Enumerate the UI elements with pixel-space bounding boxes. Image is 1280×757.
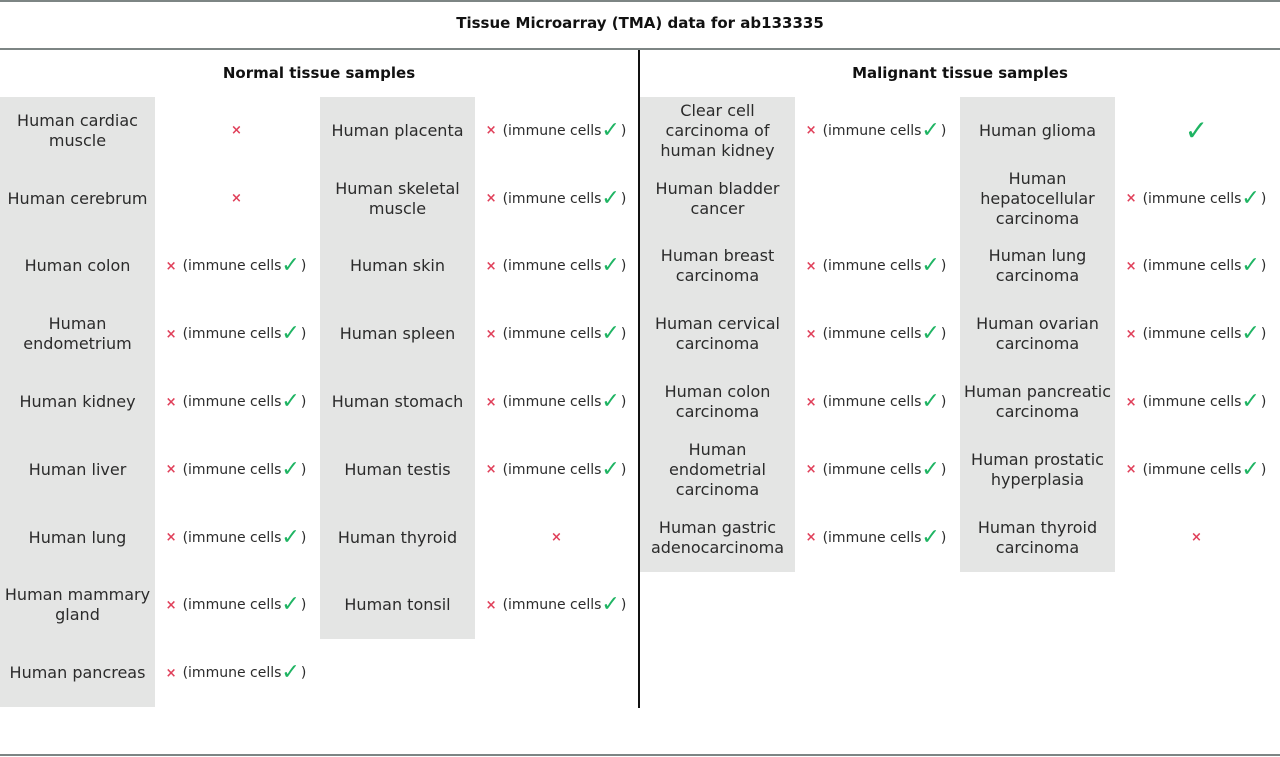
open-paren: (: [182, 258, 189, 275]
immune-cells-label: immune cells: [508, 461, 602, 478]
negative-x-icon: ×: [805, 258, 817, 274]
staining-result: [475, 572, 638, 640]
negative-x-icon: ×: [485, 394, 497, 410]
close-paren: ): [620, 461, 627, 478]
immune-cells-label: immune cells: [188, 665, 282, 682]
open-paren: (: [1142, 190, 1149, 207]
staining-result: [1115, 233, 1278, 301]
table-row: [640, 165, 958, 233]
open-paren: (: [182, 461, 189, 478]
negative-x-icon: ×: [485, 258, 497, 274]
top-rule: [0, 0, 1280, 2]
staining-result: [1115, 504, 1278, 572]
open-paren: (: [182, 597, 189, 614]
negative-x-icon: ×: [805, 394, 817, 410]
immune-cells-label: immune cells: [188, 529, 282, 546]
positive-check-icon: ✓: [601, 389, 620, 415]
close-paren: ): [940, 122, 947, 139]
close-paren: ): [940, 258, 947, 275]
negative-x-icon: ×: [485, 326, 497, 342]
open-paren: (: [502, 122, 509, 139]
negative-x-icon: ×: [805, 530, 817, 546]
malignant-col-1: [640, 97, 958, 572]
positive-check-icon: ✓: [1241, 456, 1260, 482]
close-paren: ): [620, 190, 627, 207]
positive-check-icon: ✓: [601, 321, 620, 347]
table-row: [0, 572, 318, 640]
immune-cells-label: immune cells: [508, 190, 602, 207]
staining-result: [155, 233, 318, 301]
positive-check-icon: ✓: [1184, 113, 1209, 147]
tissue-name: Human hepatocellular carcinoma: [960, 165, 1115, 233]
staining-result: [1115, 436, 1278, 504]
tissue-name: Human spleen: [320, 300, 475, 368]
immune-cells-label: immune cells: [508, 122, 602, 139]
staining-result: [795, 300, 958, 368]
close-paren: ): [940, 529, 947, 546]
tissue-name: Human endometrial carcinoma: [640, 436, 795, 504]
negative-x-icon: ×: [1125, 191, 1137, 207]
negative-x-icon: ×: [165, 326, 177, 342]
positive-check-icon: ✓: [601, 456, 620, 482]
tissue-name: Human lung carcinoma: [960, 233, 1115, 301]
staining-result: [475, 165, 638, 233]
immune-cells-label: immune cells: [828, 529, 922, 546]
positive-check-icon: ✓: [1241, 321, 1260, 347]
open-paren: (: [1142, 394, 1149, 411]
table-row: [960, 233, 1278, 301]
staining-result: [155, 300, 318, 368]
open-paren: (: [822, 461, 829, 478]
close-paren: ): [300, 665, 307, 682]
staining-result: [155, 436, 318, 504]
positive-check-icon: ✓: [281, 389, 300, 415]
table-row: [0, 639, 318, 707]
staining-result: [1115, 165, 1278, 233]
malignant-section-title: Malignant tissue samples: [852, 64, 1068, 82]
immune-cells-label: immune cells: [1148, 461, 1242, 478]
close-paren: ): [300, 258, 307, 275]
negative-x-icon: ×: [805, 462, 817, 478]
close-paren: ): [620, 394, 627, 411]
positive-check-icon: ✓: [921, 117, 940, 143]
open-paren: (: [182, 394, 189, 411]
negative-x-icon: ×: [1191, 530, 1202, 546]
table-row: [960, 436, 1278, 504]
close-paren: ): [300, 597, 307, 614]
close-paren: ): [1260, 461, 1267, 478]
positive-check-icon: ✓: [281, 253, 300, 279]
tissue-name: Human ovarian carcinoma: [960, 300, 1115, 368]
negative-x-icon: ×: [165, 258, 177, 274]
immune-cells-label: immune cells: [828, 394, 922, 411]
close-paren: ): [300, 461, 307, 478]
negative-x-icon: ×: [1125, 394, 1137, 410]
tissue-name: Human kidney: [0, 368, 155, 436]
tissue-name: Human stomach: [320, 368, 475, 436]
tissue-name: Human liver: [0, 436, 155, 504]
staining-result: [475, 300, 638, 368]
positive-check-icon: ✓: [921, 524, 940, 550]
immune-cells-label: immune cells: [828, 326, 922, 343]
tissue-name: Human colon: [0, 233, 155, 301]
negative-x-icon: ×: [165, 530, 177, 546]
staining-result: [155, 165, 318, 233]
normal-section-title: Normal tissue samples: [222, 64, 416, 82]
positive-check-icon: ✓: [1241, 389, 1260, 415]
table-row: [320, 97, 638, 165]
open-paren: (: [182, 665, 189, 682]
staining-result: [155, 572, 318, 640]
immune-cells-label: immune cells: [188, 461, 282, 478]
staining-result: [475, 233, 638, 301]
tissue-name: Human colon carcinoma: [640, 368, 795, 436]
table-row: [0, 97, 318, 165]
immune-cells-label: immune cells: [508, 394, 602, 411]
tissue-name: Human testis: [320, 436, 475, 504]
open-paren: (: [822, 326, 829, 343]
positive-check-icon: ✓: [601, 592, 620, 618]
negative-x-icon: ×: [805, 123, 817, 139]
immune-cells-label: immune cells: [508, 326, 602, 343]
staining-result: [795, 97, 958, 165]
negative-x-icon: ×: [485, 462, 497, 478]
open-paren: (: [502, 190, 509, 207]
normal-col-2: [320, 97, 638, 639]
open-paren: (: [822, 258, 829, 275]
table-row: [0, 300, 318, 368]
negative-x-icon: ×: [231, 123, 242, 139]
negative-x-icon: ×: [485, 597, 497, 613]
open-paren: (: [182, 326, 189, 343]
immune-cells-label: immune cells: [1148, 326, 1242, 343]
open-paren: (: [502, 597, 509, 614]
immune-cells-label: immune cells: [1148, 190, 1242, 207]
table-row: [640, 504, 958, 572]
positive-check-icon: ✓: [921, 253, 940, 279]
staining-result: [795, 165, 958, 233]
table-row: [960, 97, 1278, 165]
table-row: [320, 572, 638, 640]
negative-x-icon: ×: [1125, 462, 1137, 478]
open-paren: (: [1142, 461, 1149, 478]
negative-x-icon: ×: [165, 462, 177, 478]
close-paren: ): [1260, 394, 1267, 411]
table-row: [0, 436, 318, 504]
table-row: [640, 300, 958, 368]
positive-check-icon: ✓: [1241, 185, 1260, 211]
immune-cells-label: immune cells: [188, 597, 282, 614]
tissue-name: Human cerebrum: [0, 165, 155, 233]
open-paren: (: [1142, 326, 1149, 343]
open-paren: (: [502, 394, 509, 411]
table-row: [0, 504, 318, 572]
header-rule: [0, 48, 1280, 50]
staining-result: [475, 436, 638, 504]
close-paren: ): [300, 394, 307, 411]
close-paren: ): [1260, 258, 1267, 275]
positive-check-icon: ✓: [281, 524, 300, 550]
tissue-name: Human endometrium: [0, 300, 155, 368]
tissue-name: Human mammary gland: [0, 572, 155, 640]
table-row: [320, 300, 638, 368]
close-paren: ): [940, 326, 947, 343]
table-row: [960, 368, 1278, 436]
close-paren: ): [620, 122, 627, 139]
staining-result: [795, 368, 958, 436]
tissue-name: Human glioma: [960, 97, 1115, 165]
immune-cells-label: immune cells: [508, 597, 602, 614]
staining-result: [795, 504, 958, 572]
positive-check-icon: ✓: [921, 456, 940, 482]
immune-cells-label: immune cells: [828, 461, 922, 478]
positive-check-icon: ✓: [921, 321, 940, 347]
close-paren: ): [620, 326, 627, 343]
positive-check-icon: ✓: [921, 389, 940, 415]
negative-x-icon: ×: [165, 597, 177, 613]
staining-result: [155, 504, 318, 572]
negative-x-icon: ×: [1125, 326, 1137, 342]
staining-result: [1115, 97, 1278, 165]
tissue-name: Human pancreatic carcinoma: [960, 368, 1115, 436]
staining-result: [155, 368, 318, 436]
immune-cells-label: immune cells: [828, 258, 922, 275]
staining-result: [475, 97, 638, 165]
tissue-name: Human breast carcinoma: [640, 233, 795, 301]
immune-cells-label: immune cells: [508, 258, 602, 275]
tissue-name: Human cardiac muscle: [0, 97, 155, 165]
positive-check-icon: ✓: [601, 117, 620, 143]
open-paren: (: [502, 258, 509, 275]
table-row: [640, 97, 958, 165]
table-row: [320, 504, 638, 572]
staining-result: [155, 97, 318, 165]
table-row: [320, 165, 638, 233]
staining-result: [1115, 368, 1278, 436]
close-paren: ): [1260, 190, 1267, 207]
open-paren: (: [502, 326, 509, 343]
table-row: [320, 436, 638, 504]
table-row: [320, 368, 638, 436]
positive-check-icon: ✓: [281, 592, 300, 618]
immune-cells-label: immune cells: [1148, 394, 1242, 411]
tissue-name: Human tonsil: [320, 572, 475, 640]
malignant-col-2: [960, 97, 1278, 572]
table-row: [0, 233, 318, 301]
table-row: [960, 165, 1278, 233]
immune-cells-label: immune cells: [828, 122, 922, 139]
staining-result: [1115, 300, 1278, 368]
negative-x-icon: ×: [485, 191, 497, 207]
table-row: [960, 300, 1278, 368]
open-paren: (: [1142, 258, 1149, 275]
open-paren: (: [182, 529, 189, 546]
staining-result: [795, 436, 958, 504]
table-row: [320, 233, 638, 301]
close-paren: ): [300, 326, 307, 343]
tissue-name: Human prostatic hyperplasia: [960, 436, 1115, 504]
positive-check-icon: ✓: [281, 660, 300, 686]
tissue-name: Human lung: [0, 504, 155, 572]
positive-check-icon: ✓: [601, 253, 620, 279]
staining-result: [475, 368, 638, 436]
tissue-name: Human skeletal muscle: [320, 165, 475, 233]
close-paren: ): [300, 529, 307, 546]
table-row: [640, 436, 958, 504]
tissue-name: Human pancreas: [0, 639, 155, 707]
tissue-name: Human placenta: [320, 97, 475, 165]
negative-x-icon: ×: [165, 665, 177, 681]
tissue-name: Human bladder cancer: [640, 165, 795, 233]
positive-check-icon: ✓: [601, 185, 620, 211]
table-row: [0, 368, 318, 436]
open-paren: (: [822, 394, 829, 411]
page-title: Tissue Microarray (TMA) data for ab133335: [456, 14, 824, 32]
tissue-name: Human gastric adenocarcinoma: [640, 504, 795, 572]
tissue-name: Human cervical carcinoma: [640, 300, 795, 368]
table-row: [0, 165, 318, 233]
close-paren: ): [1260, 326, 1267, 343]
negative-x-icon: ×: [805, 326, 817, 342]
table-row: [640, 368, 958, 436]
tissue-name: Human thyroid: [320, 504, 475, 572]
immune-cells-label: immune cells: [188, 394, 282, 411]
immune-cells-label: immune cells: [188, 326, 282, 343]
tissue-name: Human thyroid carcinoma: [960, 504, 1115, 572]
negative-x-icon: ×: [485, 123, 497, 139]
table-row: [960, 504, 1278, 572]
close-paren: ): [620, 597, 627, 614]
staining-result: [795, 233, 958, 301]
negative-x-icon: ×: [1125, 258, 1137, 274]
close-paren: ): [620, 258, 627, 275]
open-paren: (: [822, 122, 829, 139]
negative-x-icon: ×: [551, 530, 562, 546]
staining-result: [155, 639, 318, 707]
immune-cells-label: immune cells: [188, 258, 282, 275]
tissue-name: Clear cell carcinoma of human kidney: [640, 97, 795, 165]
negative-x-icon: ×: [165, 394, 177, 410]
normal-col-1: [0, 97, 318, 707]
open-paren: (: [502, 461, 509, 478]
open-paren: (: [822, 529, 829, 546]
table-row: [640, 233, 958, 301]
positive-check-icon: ✓: [281, 456, 300, 482]
bottom-rule: [0, 754, 1280, 756]
close-paren: ): [940, 461, 947, 478]
immune-cells-label: immune cells: [1148, 258, 1242, 275]
close-paren: ): [940, 394, 947, 411]
tissue-name: Human skin: [320, 233, 475, 301]
staining-result: [475, 504, 638, 572]
positive-check-icon: ✓: [1241, 253, 1260, 279]
positive-check-icon: ✓: [281, 321, 300, 347]
negative-x-icon: ×: [231, 191, 242, 207]
